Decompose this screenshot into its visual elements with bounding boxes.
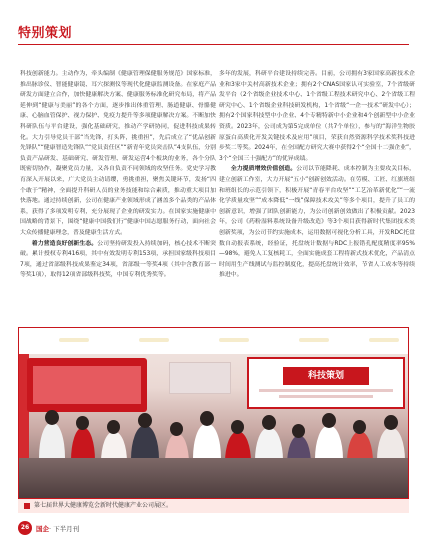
booth-banner [27,358,147,412]
visitor-head [200,411,214,426]
footer-publication [36,524,79,533]
visitor-head [262,415,276,430]
paragraph [20,239,216,281]
paragraph-body: 公司以节能降耗、成本控制为主要攻关目标，建立创新工作室，大力开展“五小”创新创效活动。在劳模、工匠、红旗班组和班组长的示范引领下，积极开展“青春平台攻坚”“工艺冶革新优化”“一流化学质量攻坚”“成本降低“一线”保障技术攻关”等多个项目，提升了员工的创新意识，增强了团队创新能力，为公司创新创效做出了积极贡献。2023年，公司《药粉湿料系统设备升级改造》等3个项目获得新时代集团技术类创新奖项，为公司节约实施成本，运用数据可视化分析工具，开发RDC托盘数自动报表系统，经验证，托盘统计数据与RDC上报错孔配度精度率95%—98%，避免人工复核耗工，全面实施成套工程将新式技术优化，产品清点时间用生产线测试与监控制度化，提高托盘统计效率，节省人工成本等持续推进中。 [219,166,416,279]
photo-floor [19,458,408,498]
visitor-head [138,413,152,428]
booth-sign-line [279,395,373,398]
visitor-head [292,424,305,438]
paragraph-heading: 着力营造良好创新生态。 [31,240,98,247]
visitor-head [76,416,89,430]
ceiling-light [299,338,329,342]
visitor-head [107,420,120,434]
visitor-head [322,413,336,428]
ceiling-light [369,338,399,342]
ceiling-light [219,338,249,342]
visitor-head [231,420,244,434]
paragraph [219,164,415,281]
booth-sign-line [259,389,393,392]
right-text-column [219,69,415,281]
header-rule [18,44,409,45]
visitor-head [353,420,366,434]
expo-photo [18,327,409,499]
booth-sign-text: 科技策划 [283,367,369,385]
page-number: 26 [18,521,32,535]
caption-marker [24,503,30,509]
paragraph-heading: 全力提质增效价值创造。 [230,166,297,173]
booth-display [169,362,231,394]
left-text-column [20,69,216,281]
visitor-head [384,415,398,430]
visitor-head [45,410,59,425]
ceiling-light [59,338,89,342]
section-title: 特别策划 [18,26,73,41]
issue-label: · 下半月刊 [49,525,80,533]
ceiling-light [139,338,169,342]
paragraph: 多年的发展，科研平台建设持续完善。目前，公司拥有3家国家高新技术企业和3家中关村高新技术企业；拥有2个CNAS国家认可实验室，7个省级研发平台（2个省级企业技术中心、1个省级工程技术研究中心、2个省级工程研究中心、1个省级企业科技研发机构，1个省级“一企一技术”研发中心）；拥有2个国家科技型中小企业、4个专精特新中小企业和4个创新型中小企业资质。2023年，公司成为第5完成单位（共7个单位），参与的“海洋生物胶原蛋白高质化开发关键技术及应用”项目，荣获自然资源科学技术奖科技进步奖二等奖。2024年，在全国配方研究大赛中获得2个“全国十二强企业”，3个“全国三十强配方”的优异成绩。 [219,71,415,162]
paragraph-body: 公司坚持研发投入持续加码，核心技术不断突破。累计授权专利416项，其中有效发明专利153项，承担国家级科技项目7项，通过省部级科技成果鉴定34项，省部级一等奖4项（其中含教育部一等奖1项），取得12项省部级科技奖，中国专利优秀奖等。 [20,240,217,279]
photo-ceiling [19,328,408,354]
photo-caption [18,499,409,513]
paragraph: 科技创新能力。主动作为，牵头编制《健康管理保健服务规范》国家标准，推出脉诊仪、智能健康镜、耳穴探测仪等现代化健康监测设备。在家庭产品研发方面建立合作，加快健康解决方案、健康服务标准化研究布局，将产品延伸到“健康与美丽”的各个方面，逐步推出体重管理、肠道健康、骨骼健康、心脑血管保护、视力保护、免疫力提升等多项健康解决方案。不断加快科研队伍与平台建设，强化基础研究，推动产学研协同，促进科技成果转化。大力引导党员干部“当先锋，打头阵，挑重担”，先后成立了“优品创新先锋队”“健康智造先锋队”“党员责任区”“新青年党员突击队”4支队伍，分别负责产品研发、基础研究、研发管理、研发运营4个板块的业务，各个分队既密切协作，凝聚党员力量，又各自负责不同领域的攻坚任务。党史学习教育深入开展以来，广大党员主动请缨，勇挑重担，聚焦关键环节，发扬“四个敢于”精神，全面提升科研人员的业务技能和综合素质，推动重大项目加快落地。通过持续创新，公司在健康产业领域形成了涵盖多个品类的产品体系，获得了多项发明专利，充分展现了企业的研发实力。在国家实施健康中国战略的背景下，围绕“健康中国我们行”健康中国志愿服务行动，面向社会大众传播健康理念，普及健康生活方式。 [20,71,216,236]
booth-sign [247,357,405,409]
caption-text: 第七届世界大健康博览会新时代健康产业公司展区。 [34,502,173,509]
visitor-head [170,422,183,436]
publication-name: 国企 [36,525,49,533]
